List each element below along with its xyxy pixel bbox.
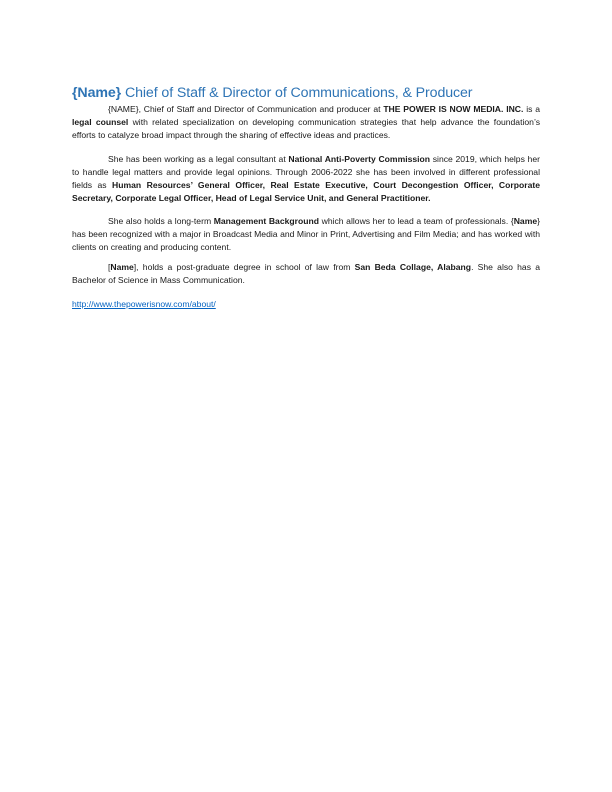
bold-text: Name — [513, 216, 538, 226]
roles-list: Human Resources’ General Officer, Real Estate Executive, Court Decongestion Officer, Corporate Secretary, Corporate Legal Officer, Head of Legal Service Unit, and General Practitioner. — [72, 180, 540, 203]
text-span: , Chief of Staff and Director of Communication and producer at — [138, 104, 384, 114]
page-title — [72, 84, 540, 102]
text-span: [ — [108, 262, 111, 272]
text-span: . She also has a Bachelor of Science in Mass Communication. — [72, 262, 541, 285]
text-span: She also holds a long-term — [108, 216, 214, 226]
company-name: THE POWER IS NOW MEDIA. INC. — [383, 104, 524, 114]
text-span: She has been working as a legal consultant at — [108, 154, 289, 164]
bold-text: legal counsel — [72, 117, 129, 127]
bio-paragraph-education — [72, 261, 540, 287]
text-span: is a — [523, 104, 540, 114]
bio-paragraph-experience — [72, 153, 540, 205]
text-span: ], holds a post-graduate degree in school of law from — [133, 262, 355, 272]
text-span: which allows her to lead a team of professionals. { — [319, 216, 514, 226]
title-role: Chief of Staff & Director of Communications, & Producer — [124, 85, 473, 101]
text-span: since 2019, which helps her to handle legal matters and provide legal opinions. Through 2006-2022 she has been involved in different professional fields as — [72, 154, 540, 190]
title-name: {Name} — [72, 85, 122, 101]
bio-paragraph-intro — [72, 103, 540, 142]
organization-name: National Anti-Poverty Commission — [288, 154, 431, 164]
document-page — [72, 84, 540, 312]
bold-text: Name — [110, 262, 134, 272]
bio-paragraph-background — [72, 215, 540, 254]
bold-text: Management Background — [213, 216, 319, 226]
text-span: with related specialization on developing communication strategies that help advance the foundation’s efforts to catalyze broad impact through the sharing of effective ideas and practices. — [72, 117, 540, 140]
source-link[interactable]: http://www.thepowerisnow.com/about/ — [72, 299, 216, 309]
text-span: } has been recognized with a major in Broadcast Media and Minor in Print, Advertising and Film Media; and has worked with clients on creating and producing content. — [72, 216, 540, 252]
school-name: San Beda Collage, Alabang — [354, 262, 472, 272]
text-span: {NAME} — [108, 104, 139, 114]
